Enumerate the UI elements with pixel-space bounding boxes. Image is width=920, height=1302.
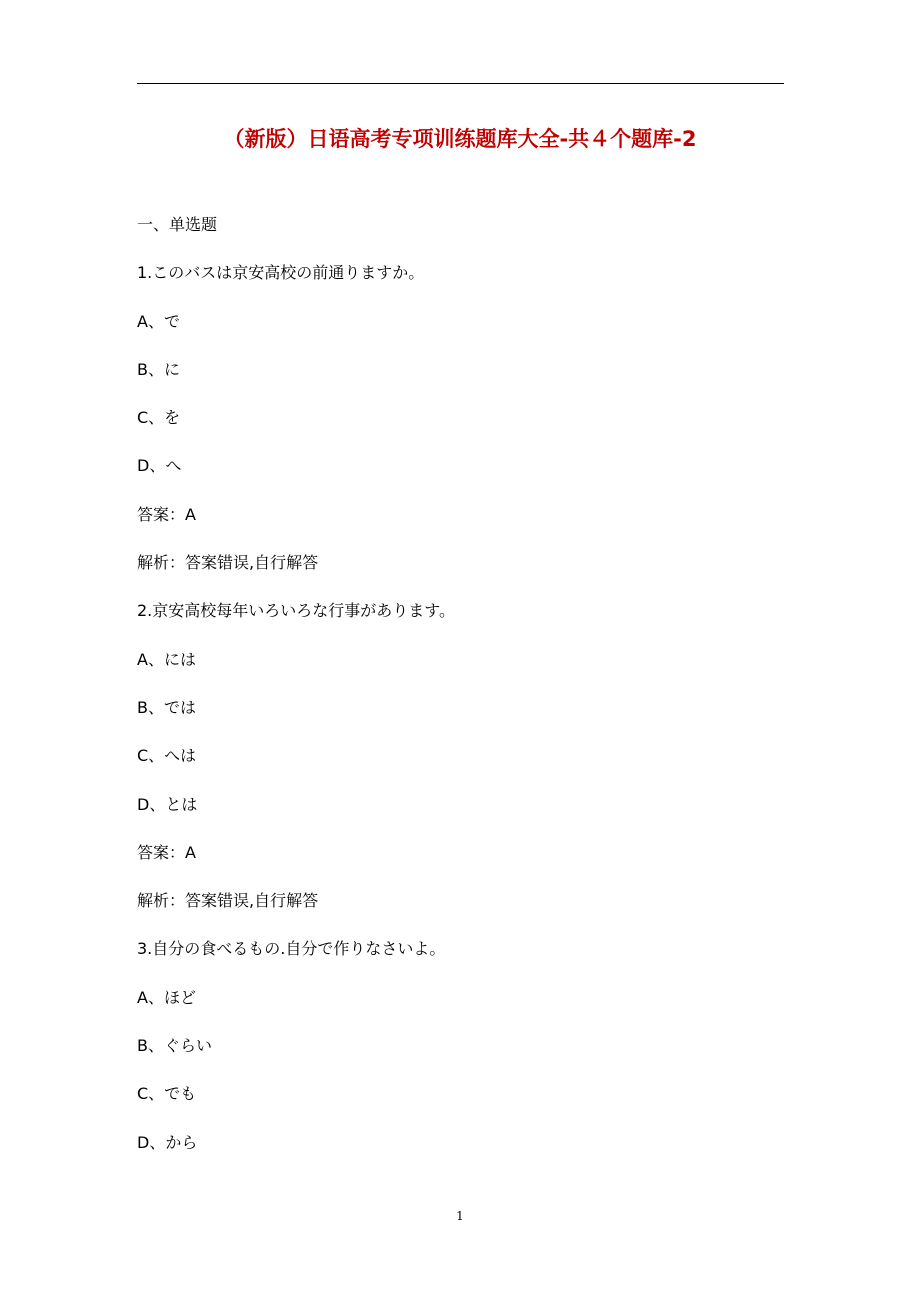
question-2-option-a: A、には: [137, 649, 196, 669]
question-1-answer: 答案：A: [137, 504, 196, 524]
document-body: [137, 211, 797, 1177]
question-3-option-b: B、ぐらい: [137, 1036, 212, 1056]
question-2-option-c: C、へは: [137, 746, 197, 766]
question-2-option-d: D、とは: [137, 794, 198, 814]
document-title: （新版）日语高考专项训练题库大全-共４个题库-2: [223, 127, 697, 151]
question-1-option-d: D、へ: [137, 456, 182, 476]
section-heading: 一、单选题: [137, 215, 218, 234]
question-2-stem: 2.京安高校每年いろいろな行事があります。: [137, 601, 455, 621]
question-3-option-d: D、から: [137, 1132, 198, 1152]
question-3-option-a: A、ほど: [137, 987, 196, 1007]
question-1-stem: 1.このバスは京安高校の前通りますか。: [137, 263, 425, 283]
question-3-option-c: C、でも: [137, 1084, 197, 1104]
page-number: 1: [456, 1209, 464, 1223]
question-1-explanation: 解析：答案错误,自行解答: [137, 553, 319, 573]
header-rule: [137, 83, 784, 84]
question-2-explanation: 解析：答案错误,自行解答: [137, 891, 319, 911]
question-2-option-b: B、では: [137, 697, 196, 717]
question-3-stem: 3.自分の食べるもの.自分で作りなさいよ。: [137, 939, 446, 959]
question-1-option-a: A、で: [137, 311, 180, 331]
question-1-option-b: B、に: [137, 359, 180, 379]
question-1-option-c: C、を: [137, 408, 181, 428]
question-2-answer: 答案：A: [137, 842, 196, 862]
